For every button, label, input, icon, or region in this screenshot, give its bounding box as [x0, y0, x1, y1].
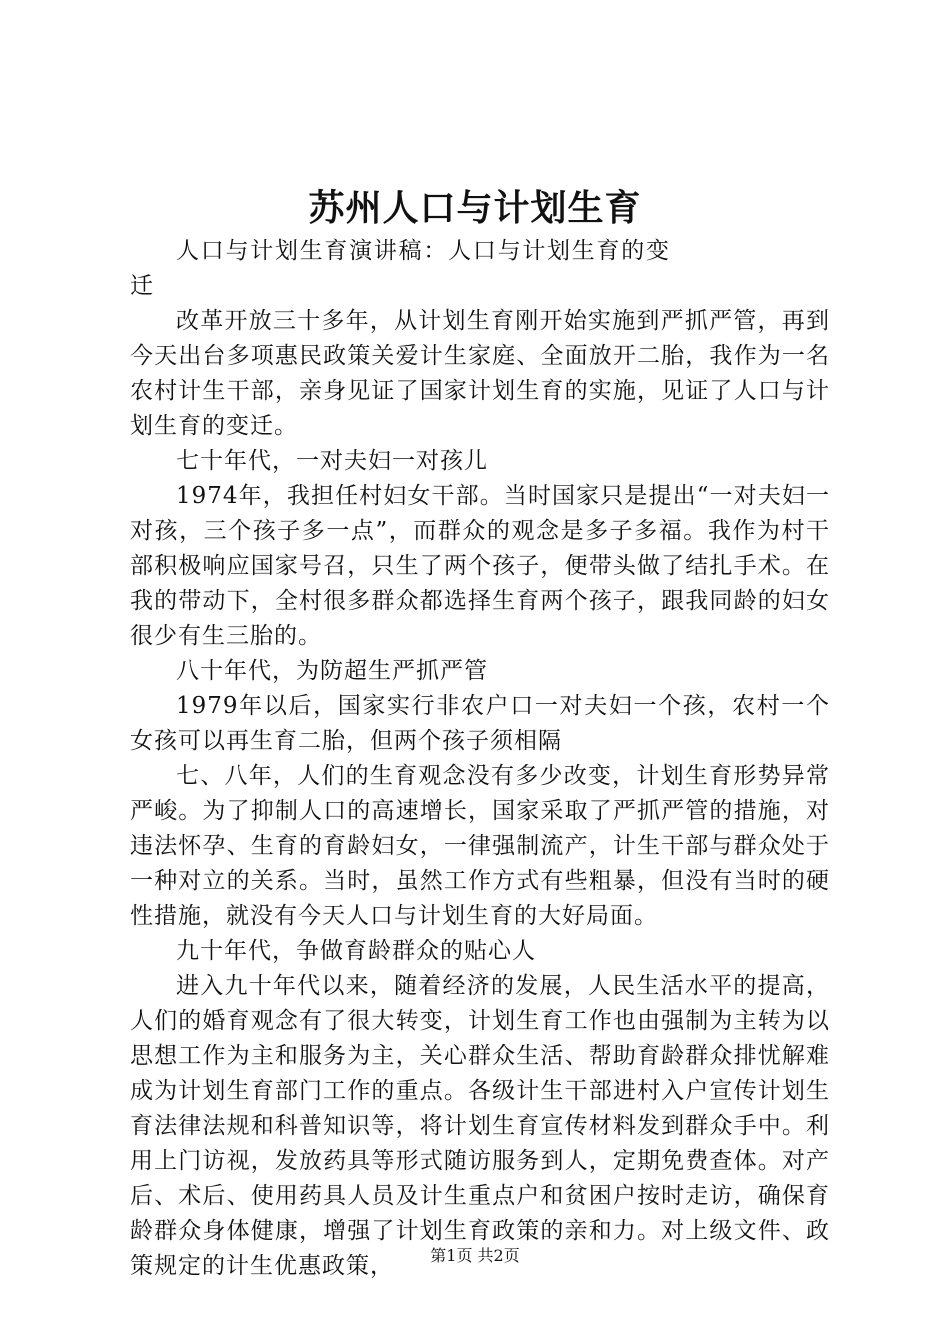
- section-heading-1990s: 九十年代，争做育龄群众的贴心人: [176, 938, 536, 964]
- page-number-footer: 第1页 共2页: [430, 1246, 520, 1265]
- page-title: 苏州人口与计划生育: [308, 187, 642, 229]
- paragraph-1970s: 1974年，我担任村妇女干部。当时国家只是提出“一对夫妇一对孩，三个孩子多一点”，而群众的观念是多子多福。我作为村干部积极响应国家号召，只生了两个孩子，便带头做了结扎手术。在我的带动下，全村很多群众都选择生育两个孩子，跟我同龄的妇女很少有生三胎的。: [130, 483, 830, 649]
- intro-paragraph: 改革开放三十多年，从计划生育刚开始实施到严抓严管，再到今天出台多项惠民政策关爱计生家庭、全面放开二胎，我作为一名农村计生干部，亲身见证了国家计划生育的实施，见证了人口与计划生育的变迁。: [130, 308, 830, 439]
- section-heading-1970s: 七十年代，一对夫妇一对孩儿: [176, 448, 488, 474]
- paragraph-1980s-a: 1979年以后，国家实行非农户口一对夫妇一个孩，农村一个女孩可以再生育二胎，但两个孩子须相隔: [130, 693, 830, 754]
- document-body: [130, 234, 830, 1284]
- subtitle-paragraph: 人口与计划生育演讲稿：人口与计划生育的变迁: [130, 238, 670, 299]
- section-heading-1980s: 八十年代，为防超生严抓严管: [176, 658, 488, 684]
- paragraph-1990s: 进入九十年代以来，随着经济的发展，人民生活水平的提高，人们的婚育观念有了很大转变，计划生育工作也由强制为主转为以思想工作为主和服务为主，关心群众生活、帮助育龄群众排忧解难成为计划生育部门工作的重点。各级计生干部进村入户宣传计划生育法律法规和科普知识等，将计划生育宣传材料发到群众手中。利用上门访视，发放药具等形式随访服务到人，定期免费查体。对产后、术后、使用药具人员及计生重点户和贫困户按时走访，确保育龄群众身体健康，增强了计划生育政策的亲和力。对上级文件、政策规定的计生优惠政策，: [130, 973, 830, 1279]
- paragraph-1980s-b: 七、八年，人们的生育观念没有多少改变，计划生育形势异常严峻。为了抑制人口的高速增长，国家采取了严抓严管的措施，对违法怀孕、生育的育龄妇女，一律强制流产，计生干部与群众处于一种对立的关系。当时，虽然工作方式有些粗暴，但没有当时的硬性措施，就没有今天人口与计划生育的大好局面。: [130, 763, 830, 929]
